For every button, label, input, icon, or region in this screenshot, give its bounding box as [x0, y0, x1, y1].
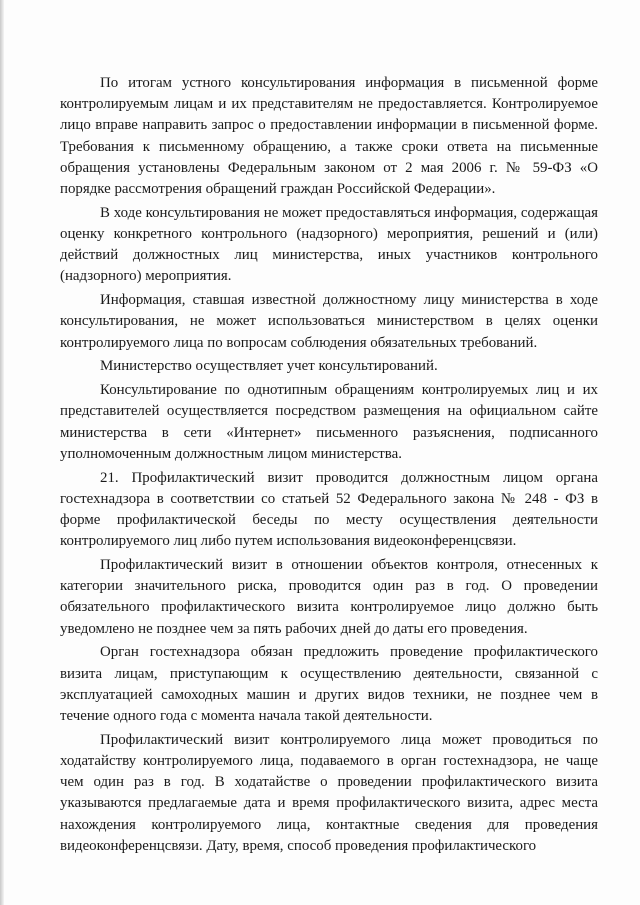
paragraph-information-use: Информация, ставшая известной должностному лицу министерства в ходе консультирования, не может использоваться министерством в целях оценки контролируемого лица по вопросам соблюдения обязательных требований. — [60, 292, 598, 351]
paragraph-similar-requests: Консультирование по однотипным обращениям контролируемых лиц и их представителей осуществляется посредством размещения на официальном сайте министерства в сети «Интернет» письменного разъяснения, подписанного уполномоченным должностным лицом министерства. — [60, 382, 598, 462]
paragraph-significant-risk-visit: Профилактический визит в отношении объектов контроля, отнесенных к категории значительного риска, проводится один раз в год. О проведении обязательного профилактического визита контролируемое лицо должно быть уведомлено не позднее чем за пять рабочих дней до даты его проведения. — [60, 557, 598, 637]
document-body — [60, 73, 598, 860]
paragraph-visit-by-request: Профилактический визит контролируемого лица может проводиться по ходатайству контролируемого лица, подаваемого в орган гостехнадзора, не чаще чем один раз в год. В ходатайстве о проведении профилактического визита указываются предлагаемые дата и время профилактического визита, адрес места нахождения контролируемого лица, контактные сведения для проведения видеоконференцсвязи. Дату, время, способ проведения профилактического — [60, 731, 598, 854]
paragraph-preventive-visit: 21. Профилактический визит проводится должностным лицом органа гостехнадзора в соответствии со статьей 52 Федерального закона № 248 - ФЗ в форме профилактической беседы по месту осуществления деятельности контролируемого лиц либо путем использования видеоконференцсвязи. — [60, 469, 598, 550]
scan-edge-shadow — [0, 0, 4, 905]
paragraph-written-consultation: По итогам устного консультирования информация в письменной форме контролируемым лицам и их представителям не предоставляется. Контролируемое лицо вправе направить запрос о предоставлении информации в письменной форме. Требования к письменному обращению, а также сроки ответа на письменные обращения установлены Федеральным законом от 2 мая 2006 г. № 59-ФЗ «О порядке рассмотрения обращений граждан Российской Федерации». — [60, 75, 598, 198]
paragraph-new-activity-visit: Орган гостехнадзора обязан предложить проведение профилактического визита лицам, приступающим к осуществлению деятельности, связанной с эксплуатацией самоходных машин и других видов техники, не позднее чем в течение одного года с момента начала такой деятельности. — [60, 644, 598, 725]
paragraph-consultation-restrictions: В ходе консультирования не может предоставляться информация, содержащая оценку конкретного контрольного (надзорного) мероприятия, решений и (или) действий должностных лиц министерства, иных участников контрольного (надзорного) мероприятия. — [60, 204, 598, 285]
paragraph-consultation-accounting: Министерство осуществляет учет консультирований. — [100, 358, 438, 375]
